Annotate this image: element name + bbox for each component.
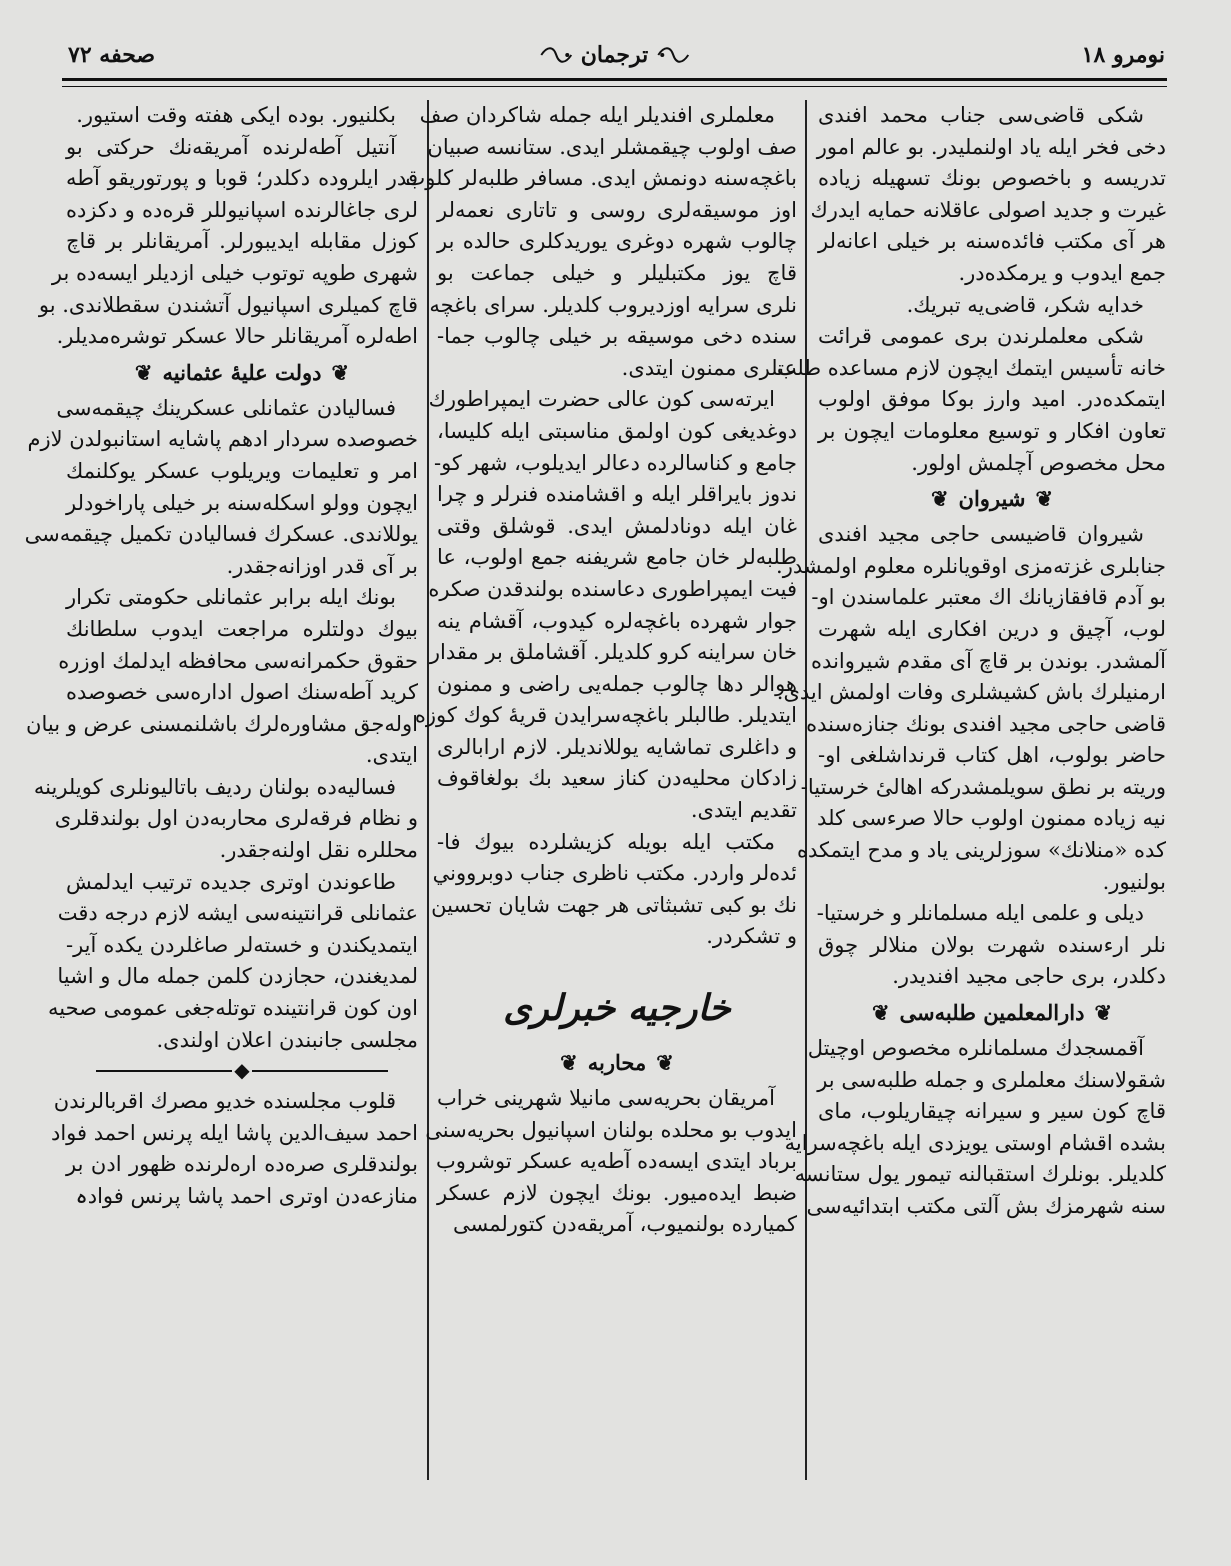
text-line: قاچ کمیلری اسپانیول آتشندن سقطلاندی. بو [38,292,418,317]
text-line: خانه تأسیس ایتمك ایچون لازم مساعده طلب [776,355,1166,380]
paragraph [47,867,418,1057]
column-right [776,100,1166,1223]
paragraph [38,132,418,353]
ornament-icon: ❦ [1035,486,1054,512]
text-line: صف اولوب چیقمشلر ایدی. ستانسه صبیان [427,134,797,159]
text-line: بولندقلری صره‌ده اره‌لرنده ظهور ادن بر [66,1152,418,1177]
text-line: آلمشدر. بوندن بر قاچ آی مقدم شیروانده [811,648,1166,673]
paragraph [776,519,1166,898]
text-line: ایتدی. [365,743,418,768]
masthead [539,42,690,68]
text-line: آمریقان بحریه‌سی مانیلا شهرینی خراب [437,1086,775,1111]
text-line: خدایه شکر، قاضی‌یه تبریك. [906,292,1144,317]
text-line: غان ایله دونادلمش ایدی. قوشلق وقتی [437,513,797,538]
text-line: قاچ یوز مکتبلیلر و خیلی جماعت بو [437,260,797,285]
text-line: نلری سرایه اوزدیروب کلدیلر. سرای باغچه [429,292,797,317]
paragraph [66,100,418,132]
diamond-icon [232,1060,252,1080]
text-line: بولنیور. [1102,869,1166,894]
text-line: وریته بر نطق سویلمشدرکه اهالیٔ خرستیا- [800,774,1166,799]
section-heading-text: محاربه [587,1050,647,1076]
text-line: مکتب ایله بویله کزیشلرده بیوك فا- [437,829,775,854]
paragraph [425,1083,797,1241]
text-line: جمع ایدوب و یرمکده‌در. [958,260,1166,285]
text-line: شیروان قاضیسی حاجی مجید افندی [818,522,1144,547]
ornament-icon: ❦ [1094,1000,1113,1026]
text-line: قدر ایلروده دکلدر؛ قوبا و پورتوریقو آطه [66,166,418,191]
text-line: جامع و کناسالرده دعالر ایدیلوب، شهر کو- [433,450,797,475]
text-line: ئده‌لر واردر. مکتب ناظری جناب دوبرووني [432,861,797,886]
text-line: لمدیغندن، حجازدن کلمن جمله مال و اشیا [57,964,418,989]
text-line: خان سراینه کرو کلدیلر. آقشاملق بر مقدار [429,640,797,665]
text-line: تقدیم ایتدی. [690,798,797,823]
section-heading-text: دارالمعلمین طلبه‌سی [899,1000,1085,1026]
text-line: بر آی قدر اوزانه‌جقدر. [226,553,418,578]
text-line: محللره نقل اولنه‌جقدر. [219,838,418,863]
paragraph [818,290,1166,322]
issue-number: نومرو ۱۸ [1081,42,1165,68]
paragraph [405,100,797,384]
section-heading-text: شیروان [958,486,1026,512]
ornament-icon: ❦ [560,1050,578,1076]
text-line: هر آی مکتب فائده‌سنه بر خیلی اعانه‌لر [818,229,1166,254]
ornament-icon: ❦ [656,1050,674,1076]
text-line: ایتدیلر. طالبلر باغچه‌سرایدن قریهٔ کوك کوزه [414,703,797,728]
text-line: عثمانلی قرانتینه‌سی ایشه لازم درجه دقت [57,901,418,926]
text-line: هوالر دها چالوب جمله‌یی راضی و ممنون [437,671,797,696]
text-line: کده «منلانك» سوزلرینی یاد و مدح ایتمکده [796,838,1166,863]
text-line: اوز موسیقه‌لری روسی و تاتاری نعمه‌لر [437,197,797,222]
text-line: جنابلری غزته‌مزی اوقویانلره معلوم اولمشدر. [776,553,1166,578]
header-rule-thin [62,86,1167,87]
foreign-news-heading: خارجیه خبرلری [503,987,731,1030]
text-line: شکی معلملرندن بری عمومی قرائت [818,324,1144,349]
text-line: دخی فخر ایله یاد اولنملیدر. بو عالم امور [816,134,1166,159]
text-line: دکلدر، بری حاجی مجید افندیدر. [892,964,1166,989]
text-line: فیت ایمپراطوری دعاسنده بولندقدن صکره [428,576,797,601]
text-line: ایچون وولو اسکله‌سنه بر خیلی پاراخودلر [66,490,418,515]
text-line: و داغلری تماشایه یوللاندیلر. لازم ارابالری [437,734,797,759]
ornament-icon: ❦ [930,486,949,512]
text-line: اطه‌لره آمریقانلر حالا عسکر توشره‌مدیلر. [56,324,418,349]
text-line: جوار شهرده باغچه‌لره کیدوب، آقشام ینه [437,608,797,633]
text-line: تعاون افکار و توسیع معلومات ایچون بر [818,418,1166,443]
text-line: اون کون قرانتینده توتله‌جغی عمومی صحیه [47,996,418,1021]
text-line: طاعوندن اوتری جدیده ترتیب ایدلمش [66,869,396,894]
column-middle [405,100,797,1241]
page-header [62,40,1167,90]
paragraph [414,384,797,826]
text-line: نك بو کبی تشبثاتی هر جهت شایان تحسین [431,892,797,917]
left-ornament-icon [656,44,690,66]
page-number: صحفه ۷۲ [68,42,156,68]
text-line: بیوك دولتلره مراجعت ایدوب سلطانك [66,616,418,641]
text-line: بونك ایله برابر عثمانلی حکومتی تکرار [66,585,396,610]
text-line: طلبه‌لر خان جامع شریفنه جمع اولوب، عا [437,545,797,570]
text-line: ایتمکده‌در. امید وارز بوکا موفق اولوب [818,387,1166,412]
text-line: منازعه‌دن اوتری احمد پاشا پرنس فوادہ [75,1184,418,1208]
text-line: تدریسه و باخصوص بونك تسهیله زیاده [818,166,1166,191]
text-line: قاضی حاجی مجید افندی بونك جنازه‌سنده [806,711,1166,736]
text-line: یوللاندی. عسکرك فسالیادن تکمیل چیقمه‌سی [24,522,418,547]
text-line: حاضر بولوب، اهل کتاب قرنداشلغی او- [818,743,1166,768]
text-line: نلر ارءسنده شهرت بولان منلالر چوق [818,932,1166,957]
text-line: مجلسی جانبندن اعلان اولندی. [156,1027,418,1052]
text-line: زادکان محلیه‌دن کناز سعید بك بولغاقوف [437,766,797,791]
text-line: و نظام فرقه‌لری محاربه‌دن اول بولندقلری [54,806,418,831]
paragraph [810,100,1166,290]
section-separator [66,1056,418,1086]
text-line: قاچ کون سیر و سیرانه چیقاریلوب، مای [818,1099,1166,1124]
text-line: شقولاسنك معلملری و جمله طلبه‌سی بر [817,1067,1166,1092]
text-line: آقمسجدك مسلمانلره مخصوص اوچیتل [807,1036,1144,1061]
text-line: دیلی و علمی ایله مسلمانلر و خرستیا- [816,901,1144,926]
text-line: سنه شهرمزك بش آلتی مکتب ابتدائیه‌سی [806,1194,1166,1218]
text-line: ارمنیلرك باش کشیشلری وفات اولمش ایدی. [776,680,1166,705]
text-line: چالوب شهره دوغری یوریدکلری حالده بر [437,229,797,254]
paragraph [50,1086,418,1212]
text-line: فسالیه‌ده بولنان ردیف باتالیونلری کویلرینه [33,774,396,799]
ornament-icon: ❦ [134,359,153,385]
text-line: امر و تعلیمات ویریلوب عسکر یوکلنمك [66,458,418,483]
text-line: آنتیل آطه‌لرنده آمریقه‌نك حرکتی بو [66,134,396,159]
section-heading [66,353,418,393]
text-line: ایتمدیکندن و خسته‌لر صاغلردن یکده آیر- [66,932,418,957]
ornament-icon: ❦ [871,1000,890,1026]
text-line: قلوب مجلسنده خدیو مصرك اقربالرندن [53,1089,396,1114]
text-line: اوله‌جق مشاوره‌لرك باشلنمسنی عرض و بیان [26,711,418,736]
text-line: شکی قاضی‌سی جناب محمد افندی [818,103,1144,127]
text-line: محل مخصوص آچلمش اولور. [911,450,1166,475]
text-line: بکلنیور. بوده ایکی هفته وقت استیور. [76,103,396,127]
section-heading [437,1043,797,1083]
paragraph [431,827,797,953]
right-ornament-icon [539,44,573,66]
text-line: باغچه‌سنه دونمش ایدی. مسافر طلبه‌لر کلوب [405,166,797,191]
column-left [24,100,418,1213]
text-line: ندوز بایراقلر ایله و اقشامنده فنرلر و چرا [437,482,797,507]
paragraph [818,898,1166,993]
text-line: شهری طوپه توتوب خیلی ازدیلر ایسه‌ده بر [51,260,418,285]
text-line: ایرته‌سی کون عالی حضرت ایمپراطورك [428,387,775,412]
text-line: کمیارده بولنمیوب، آمریقه‌دن کتورلمسی [453,1212,797,1237]
text-line: احمد سیف‌الدین پاشا ایله پرنس احمد فواد [50,1120,418,1145]
text-line: غیرت و جدید اصولی عاقلانه حمایه ایدرك [810,197,1166,222]
text-line: و تشکردر. [706,924,797,949]
paragraph [784,1033,1166,1223]
text-line: کرید آطه‌سنك اصول اداره‌سی خصوصده [66,680,418,705]
text-line: لوب، آچیق و درین افکاری ایله شهرت [818,616,1166,641]
paragraph [776,321,1166,479]
text-line: کلدیلر. بونلرك استقبالنه تیمور یول ستانسه [794,1162,1166,1187]
text-line: معلملری افندیلر ایله جمله شاکردان صف [419,103,775,127]
paragraph [33,772,418,867]
newspaper-title: ترجمان [580,42,649,68]
text-line: ایدوب بو محلده بولنان اسپانیول بحریه‌سنی [425,1117,797,1142]
text-line: خصوصده سردار ادهم پاشایه استانبولدن لازم [27,427,418,452]
header-rule-thick [62,78,1167,81]
text-line: نیه زیاده ممنون اولوب حالا صرءسی کلد [817,806,1166,831]
text-line: عتلری ممنون ایتدی. [621,355,797,380]
text-line: فسالیادن عثمانلی عسکرینك چیقمه‌سی [56,395,396,420]
paragraph [24,393,418,583]
text-line: لری جاغالرنده اسپانیوللر قره‌ده و دکزده [66,197,418,222]
text-line: ضبط ایده‌میور. بونك ایچون لازم عسکر [437,1180,797,1205]
text-line: بشده اقشام اوستی یویزدی ایله باغچه‌سرایه [784,1130,1166,1155]
paragraph [26,582,418,772]
text-line: برباد ایتدی ایسه‌ده آطه‌یه عسکر توشروب [435,1149,797,1174]
text-line: حقوق حکمرانه‌سی محافظه ایدلمك اوزره [58,648,418,673]
ornament-icon: ❦ [331,359,350,385]
section-heading [818,479,1166,519]
section-heading-text: دولت علیهٔ عثمانیه [162,359,322,385]
section-heading [818,993,1166,1033]
text-line: دوغدیغی کون اولمق مناسبتی ایله کلیسا، [437,418,797,443]
text-line: سنده دخی موسیقه بر خیلی چالوب جما- [437,324,797,349]
text-line: بو آدم قافقازیانك اك معتبر علماسندن او- [811,585,1166,610]
text-line: کوزل مقابله ایدیبورلر. آمریقانلر بر قاچ [66,229,418,254]
